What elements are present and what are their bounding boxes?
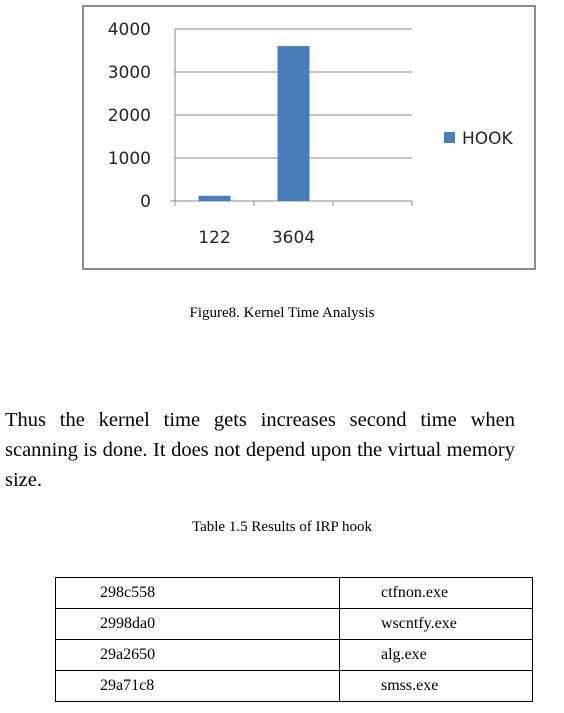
process-cell: smss.exe bbox=[340, 671, 533, 702]
legend-swatch bbox=[444, 132, 455, 143]
bar bbox=[278, 46, 310, 201]
x-tick-label: 3604 bbox=[271, 228, 316, 248]
chart-plot bbox=[84, 7, 534, 268]
address-cell: 29a71c8 bbox=[56, 671, 340, 702]
figure-caption: Figure8. Kernel Time Analysis bbox=[189, 305, 375, 321]
x-tick-label: 122 bbox=[198, 228, 231, 248]
address-cell: 29a2650 bbox=[56, 640, 340, 671]
kernel-time-chart bbox=[82, 5, 536, 270]
process-cell: wscntfy.exe bbox=[340, 609, 533, 640]
y-tick-label: 1000 bbox=[107, 149, 151, 169]
process-cell: alg.exe bbox=[340, 640, 533, 671]
y-tick-label: 3000 bbox=[107, 63, 151, 83]
address-cell: 298c558 bbox=[56, 578, 340, 609]
legend-label: HOOK bbox=[462, 129, 513, 149]
table-caption: Table 1.5 Results of IRP hook bbox=[191, 519, 373, 535]
address-cell: 2998da0 bbox=[56, 609, 340, 640]
y-tick-label: 0 bbox=[140, 192, 151, 212]
table-row bbox=[56, 578, 533, 609]
y-tick-label: 2000 bbox=[107, 106, 151, 126]
body-paragraph: Thus the kernel time gets increases second time when scanning is done. It does not depend upon the virtual memory size. bbox=[5, 409, 515, 491]
table-row bbox=[56, 671, 533, 702]
table-row bbox=[56, 609, 533, 640]
irp-hook-table bbox=[55, 577, 533, 702]
y-tick-label: 4000 bbox=[107, 20, 151, 40]
process-cell: ctfnon.exe bbox=[340, 578, 533, 609]
bar bbox=[199, 196, 231, 201]
table-row bbox=[56, 640, 533, 671]
